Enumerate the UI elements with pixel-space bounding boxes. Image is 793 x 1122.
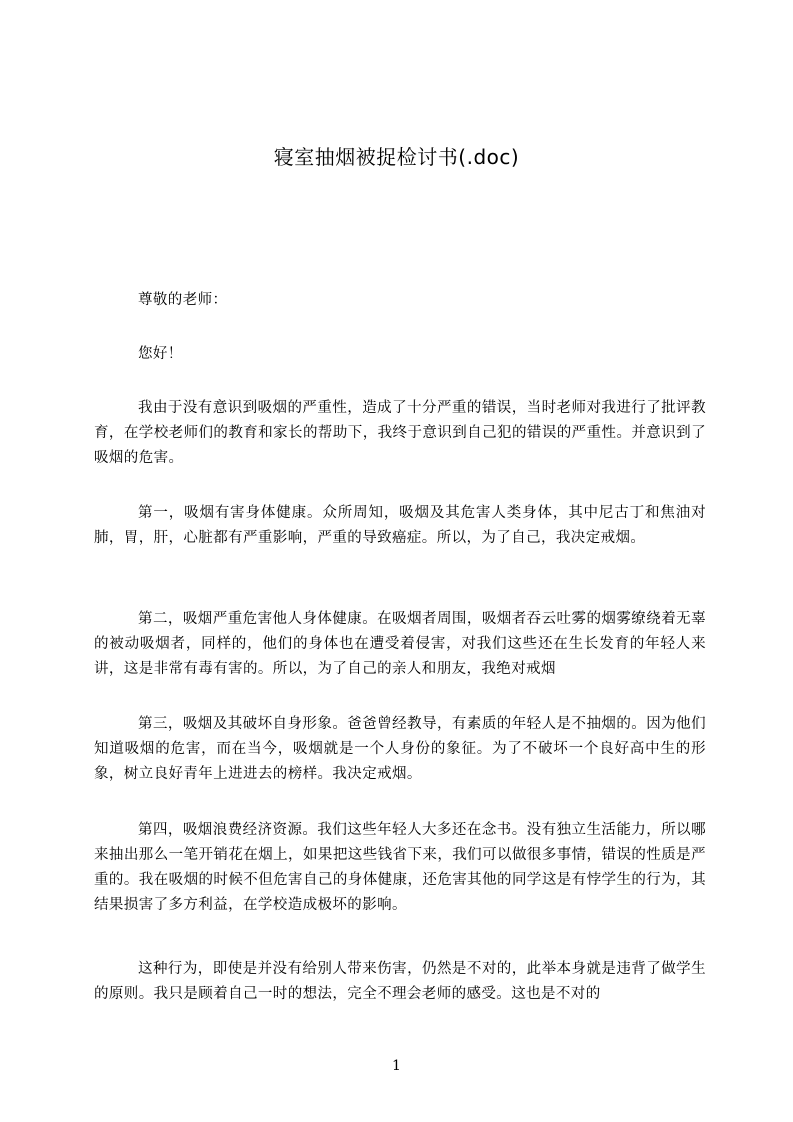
page-number: 1 (392, 1058, 401, 1074)
paragraph-conclusion: 这种行为，即使是并没有给别人带来伤害，仍然是不对的，此举本身就是违背了做学生的原则。我只是顾着自己一时的想法，完全不理会老师的感受。这也是不对的 (94, 961, 706, 1002)
paragraph-fourth-point: 第四，吸烟浪费经济资源。我们这些年轻人大多还在念书。没有独立生活能力，所以哪来抽出那么一笔开销花在烟上，如果把这些钱省下来，我们可以做很多事情，错误的性质是严重的。我在吸烟的时候不但危害自己的身体健康，还危害其他的同学这是有悖学生的行为，其结果损害了多方利益，在学校造成极坏的影响。 (94, 822, 706, 913)
paragraph-first-point: 第一，吸烟有害身体健康。众所周知，吸烟及其危害人类身体，其中尼古丁和焦油对肺，胃，肝，心脏都有严重影响，严重的导致癌症。所以，为了自己，我决定戒烟。 (94, 505, 706, 546)
paragraph-intro: 我由于没有意识到吸烟的严重性，造成了十分严重的错误，当时老师对我进行了批评教育，在学校老师们的教育和家长的帮助下，我终于意识到自己犯的错误的严重性。并意识到了吸烟的危害。 (94, 400, 706, 466)
paragraph-third-point: 第三，吸烟及其破坏自身形象。爸爸曾经教导，有素质的年轻人是不抽烟的。因为他们知道吸烟的危害，而在当今，吸烟就是一个人身份的象征。为了不破坏一个良好高中生的形象，树立良好青年上进进去的榜样。我决定戒烟。 (94, 716, 706, 782)
paragraph-second-point: 第二，吸烟严重危害他人身体健康。在吸烟者周围，吸烟者吞云吐雾的烟雾缭绕着无辜的被动吸烟者，同样的，他们的身体也在遭受着侵害，对我们这些还在生长发育的年轻人来讲，这是非常有毒有害的。所以，为了自己的亲人和朋友，我绝对戒烟 (94, 611, 706, 677)
greeting-line: 尊敬的老师： (138, 292, 228, 308)
hello-line: 您好！ (138, 346, 183, 362)
document-title: 寝室抽烟被捉检讨书(.doc) (273, 145, 520, 169)
